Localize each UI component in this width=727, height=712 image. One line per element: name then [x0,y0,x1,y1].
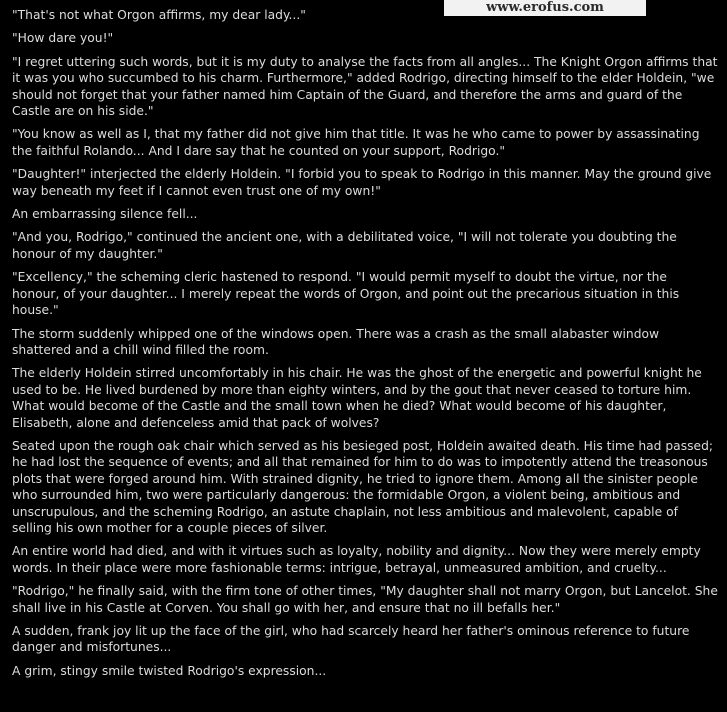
paragraph: "I regret uttering such words, but it is my duty to analyse the facts from all angles... The Knight Orgon affirms that it was you who succumbed to his charm. Furthermore," added Rodrigo, directing himself to the elder Holdein, "we should not forget that your father named him Captain of the Guard, and therefore the arms and guard of the Castle are on his side." [12,54,718,119]
paragraph: "How dare you!" [12,31,114,46]
paragraph: The storm suddenly whipped one of the windows open. There was a crash as the small alabaster window shattered and a chill wind filled the room. [12,326,660,357]
paragraph: "Daughter!" interjected the elderly Holdein. "I forbid you to speak to Rodrigo in this manner. May the ground give way beneath my feet if I cannot even trust one of my own!" [12,167,712,198]
paragraph: A grim, stingy smile twisted Rodrigo's expression... [12,663,327,678]
paragraph: "And you, Rodrigo," continued the ancient one, with a debilitated voice, "I will not tolerate you doubting the honour of my daughter." [12,230,677,261]
paragraph: The elderly Holdein stirred uncomfortably in his chair. He was the ghost of the energetic and powerful knight he used to be. He lived burdened by more than eighty winters, and by the gout that never ceased to torture him. What would become of the Castle and the small town when he died? What would become of his daughter, Elisabeth, alone and defenceless amid that pack of wolves? [12,366,702,430]
paragraph: "Rodrigo," he finally said, with the firm tone of other times, "My daughter shall not marry Orgon, but Lancelot. She shall live in his Castle at Corven. You shall go with her, and ensure that no ill befalls her." [12,584,718,615]
paragraph: A sudden, frank joy lit up the face of the girl, who had scarcely heard her father's ominous reference to future danger and misfortunes... [12,624,690,655]
paragraph: An entire world had died, and with it virtues such as loyalty, nobility and dignity... Now they were merely empty words. In their place were more fashionable terms: intrigue, betrayal, unmeasured ambition, and cruelty... [12,544,701,575]
paragraph: An embarrassing silence fell... [12,207,198,222]
paragraph: "That's not what Orgon affirms, my dear lady..." [12,8,306,22]
paragraph: "Excellency," the scheming cleric hastened to respond. "I would permit myself to doubt the virtue, nor the honour, of your daughter... I merely repeat the words of Orgon, and point out the precarious situation in this house." [12,270,680,318]
paragraph: "You know as well as I, that my father did not give him that title. It was he who came to power by assassinating the faithful Rolando... And I dare say that he counted on your support, Rodrigo." [12,127,700,158]
story-text [12,7,718,686]
watermark: www.erofus.com [444,0,646,16]
paragraph: Seated upon the rough oak chair which served as his besieged post, Holdein awaited death. His time had passed; he had lost the sequence of events; and all that remained for him to do was to impotently attend the treasonous plots that were forged around him. With strained dignity, he tried to ignore them. Among all the sinister people who surrounded him, two were particularly dangerous: the formidable Orgon, a violent being, ambitious and unscrupulous, and the scheming Rodrigo, an astute chaplain, not less ambitious and malevolent, capable of selling his own mother for a couple pieces of silver. [12,438,714,535]
